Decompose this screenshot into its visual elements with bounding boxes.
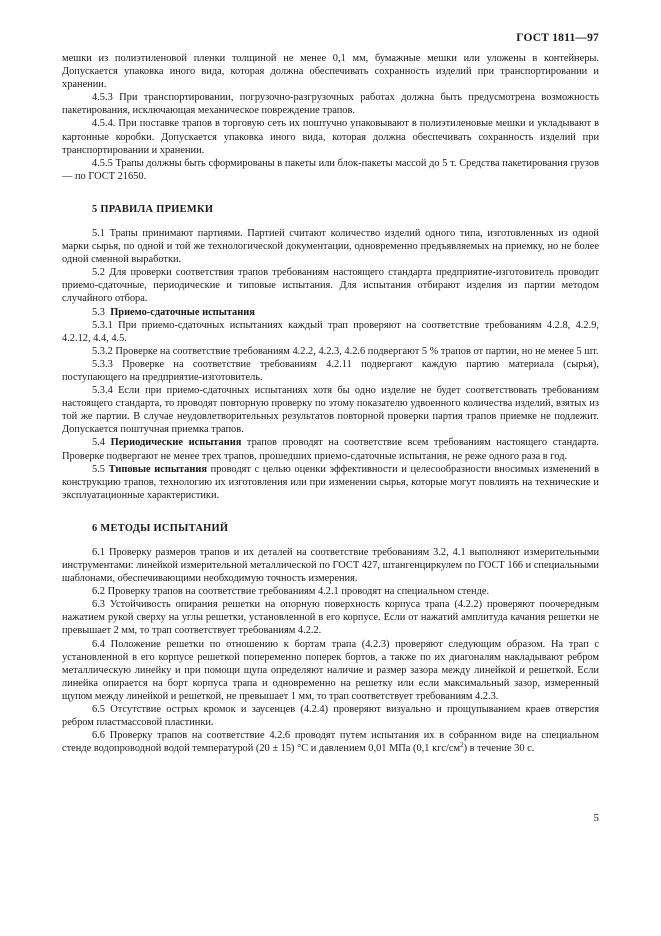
section-6-title: 6 МЕТОДЫ ИСПЫТАНИЙ [92,522,229,534]
paragraph-5-4-text: трапов проводят на соответствие всем требованиям настоящего стандарта. Проверке подвергают не менее трех трапов, прошедших приемо-сдаточные испытания, не реже одного раза в год. [62,437,599,462]
paragraph-6-6-text-b: ) в течение 30 с. [463,743,535,755]
paragraph-4-5-4: 4.5.4. При поставке трапов в торговую сеть их поштучно упаковывают в полиэтиленовые мешки и укладывают в картонные коробки. Допускается упаковка иного вида, которая должна обеспечивать сохранность изделий при транспортировании и хранении. [62,118,599,156]
paragraph-6-1: 6.1 Проверку размеров трапов и их деталей на соответствие требованиям 3.2, 4.1 выполняют измерительными инструментами: линейкой измерительной металлической по ГОСТ 427, штангенциркулем по ГОСТ 166 и специальными шаблонами, обеспечивающими необходимую точность измерения. [62,546,599,585]
paragraph-5-3-3: 5.3.3 Проверке на соответствие требованиям 4.2.11 подвергают каждую партию материала (сырья), поступающего на предприятие-изготовитель. [62,358,599,383]
paragraph-6-6-text-a: 6.6 Проверку трапов на соответствие 4.2.6 проводят путем испытания их в собранном виде на специальном стенде водопроводной водой температурой (20 ± 15) °С и давлением 0,01 МПа (0,1 кгс/см [62,730,599,755]
paragraph-6-4: 6.4 Положение решетки по отношению к бортам трапа (4.2.3) проверяют следующим образом. На трап с установленной в его корпусе решеткой попеременно поперек бортов, а также по их диагоналям накладывают ребром металлическую линейку и при помощи щупа определяют наличие и размер зазора между линейкой и решеткой. Если линейка опирается на борт корпуса трапа и одновременно на решетку или если максимальный зазор, измеренный щупом между линейкой и решеткой, не превышает 1 мм, то трап соответствует требованиям 4.2.3. [62,638,599,702]
document-body [62,52,599,755]
paragraph-4-5-3: 4.5.3 При транспортировании, погрузочно-разгрузочных работах должна быть предусмотрена возможность пакетирования, исключающая механическое повреждение трапов. [62,92,599,117]
document-id-header: ГОСТ 1811—97 [516,32,599,44]
paragraph-5-3 [62,306,599,319]
paragraph-4-5-5: 4.5.5 Трапы должны быть сформированы в пакеты или блок-пакеты массой до 5 т. Средства пакетирования грузов — по ГОСТ 21650. [62,157,599,182]
paragraph-5-4-term: Периодические испытания [110,437,242,449]
paragraph-5-3-title: Приемо-сдаточные испытания [110,306,255,318]
paragraph-4-5-2-continuation: мешки из полиэтиленовой пленки толщиной не менее 0,1 мм, бумажные мешки или уложены в контейнеры. Допускается упаковка иного вида, которая должна обеспечивать сохранность изделий при транспортировании и хранении. [62,53,599,91]
paragraph-6-6-superscript: 2 [460,741,464,750]
paragraph-5-4 [62,436,599,462]
paragraph-6-6 [62,729,599,755]
paragraph-5-3-1: 5.3.1 При приемо-сдаточных испытаниях каждый трап проверяют на соответствие требованиям 4.2.8, 4.2.9, 4.2.12, 4.4, 4.5. [62,319,599,344]
paragraph-5-5 [62,463,599,502]
paragraph-6-3: 6.3 Устойчивость опирания решетки на опорную поверхность корпуса трапа (4.2.2) проверяют поочередным нажатием рукой сверху на углы решетки, установленной в его корпусе. Если от нажатий амплитуда качания решетки не превышает 2 мм, то трап соответствует требованиям 4.2.2. [62,599,599,637]
paragraph-6-5: 6.5 Отсутствие острых кромок и заусенцев (4.2.4) проверяют визуально и прощупыванием краев отверстия ребром пластмассовой пластинки. [62,704,599,729]
paragraph-5-4-number: 5.4 [92,437,105,449]
paragraph-5-3-2: 5.3.2 Проверке на соответствие требованиям 4.2.2, 4.2.3, 4.2.6 подвергают 5 % трапов от партии, но не менее 5 шт. [92,345,599,357]
section-5-title: 5 ПРАВИЛА ПРИЕМКИ [92,203,214,215]
paragraph-5-3-number: 5.3 [92,306,105,318]
paragraph-5-5-text: проводят с целью оценки эффективности и целесообразности вносимых изменений в конструкцию трапов, технологию их изготовления или при изменении сырья, которые могут повлиять на технические и эксплуатационные характеристики. [62,463,599,501]
paragraph-5-3-4: 5.3.4 Если при приемо-сдаточных испытаниях хотя бы одно изделие не будет соответствовать требованиям настоящего стандарта, то проводят повторную проверку по этому показателю удвоенного количества изделий, взятых из той же партии. В случае неудовлетворительных результатов повторной проверки партия трапов приемке не подлежит. Допускается поштучная приемка трапов. [62,385,599,436]
paragraph-5-1: 5.1 Трапы принимают партиями. Партией считают количество изделий одного типа, изготовленных из одной марки сырья, по одной и той же технологической документации, одновременно предъявляемых на приемку, но не более одной сменной выработки. [62,227,599,266]
page-number: 5 [593,812,599,824]
paragraph-5-5-number: 5.5 [92,463,105,475]
paragraph-5-2: 5.2 Для проверки соответствия трапов требованиям настоящего стандарта предприятие-изготовитель проводит приемо-сдаточные, периодические и типовые испытания. Для испытания отбирают изделия из партии методом случайного отбора. [62,267,599,305]
paragraph-6-2: 6.2 Проверку трапов на соответствие требованиям 4.2.1 проводят на специальном стенде. [92,586,490,598]
paragraph-5-5-term: Типовые испытания [108,463,207,475]
